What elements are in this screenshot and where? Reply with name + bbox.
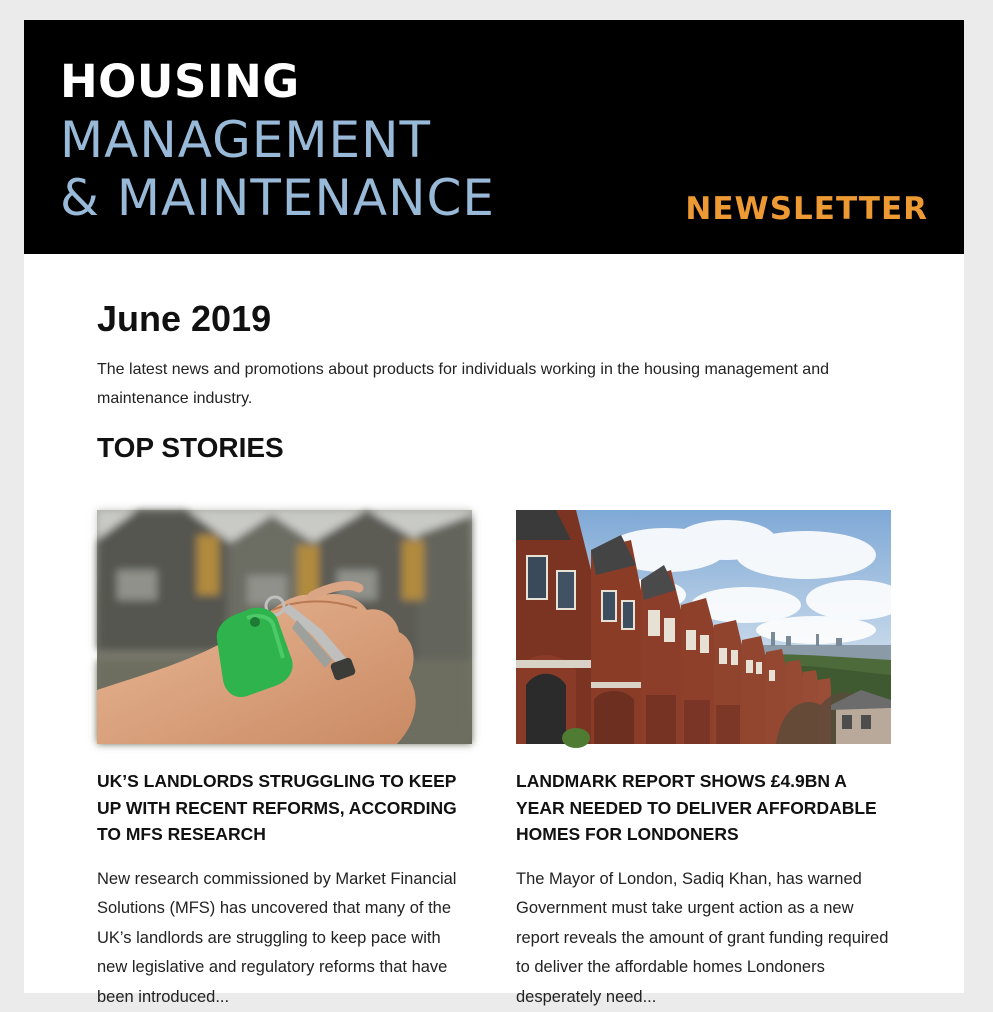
story-image-london-houses[interactable] [516, 510, 891, 744]
brand-title-line-3: & MAINTENANCE [60, 173, 495, 223]
story-image-keys[interactable] [97, 510, 472, 744]
top-stories-heading: TOP STORIES [97, 432, 284, 464]
story-card-affordable-homes [516, 510, 891, 1012]
issue-title: June 2019 [97, 298, 271, 340]
brand-title-line-1: HOUSING [60, 59, 300, 104]
london-terrace-photo-icon [516, 510, 891, 744]
story-excerpt: New research commissioned by Market Financial Solutions (MFS) has uncovered that many of the UK’s landlords are struggling to keep pace with new legislative and regulatory reforms that have been introduced... [97, 848, 472, 1012]
story-headline[interactable]: LANDMARK REPORT SHOWS £4.9BN A YEAR NEEDED TO DELIVER AFFORDABLE HOMES FOR LONDONERS [516, 744, 891, 848]
newsletter-tag: NEWSLETTER [685, 191, 928, 227]
issue-intro: The latest news and promotions about products for individuals working in the housing management and maintenance industry. [97, 355, 887, 413]
hand-keys-photo-icon [97, 510, 472, 744]
brand-title-line-2: MANAGEMENT [60, 115, 431, 165]
newsletter-banner [24, 20, 964, 254]
story-card-landlords [97, 510, 472, 1012]
newsletter-email [24, 20, 964, 993]
story-excerpt: The Mayor of London, Sadiq Khan, has warned Government must take urgent action as a new report reveals the amount of grant funding required to deliver the affordable homes Londoners desperately need... [516, 848, 891, 1012]
story-headline[interactable]: UK’S LANDLORDS STRUGGLING TO KEEP UP WITH RECENT REFORMS, ACCORDING TO MFS RESEARCH [97, 744, 472, 848]
